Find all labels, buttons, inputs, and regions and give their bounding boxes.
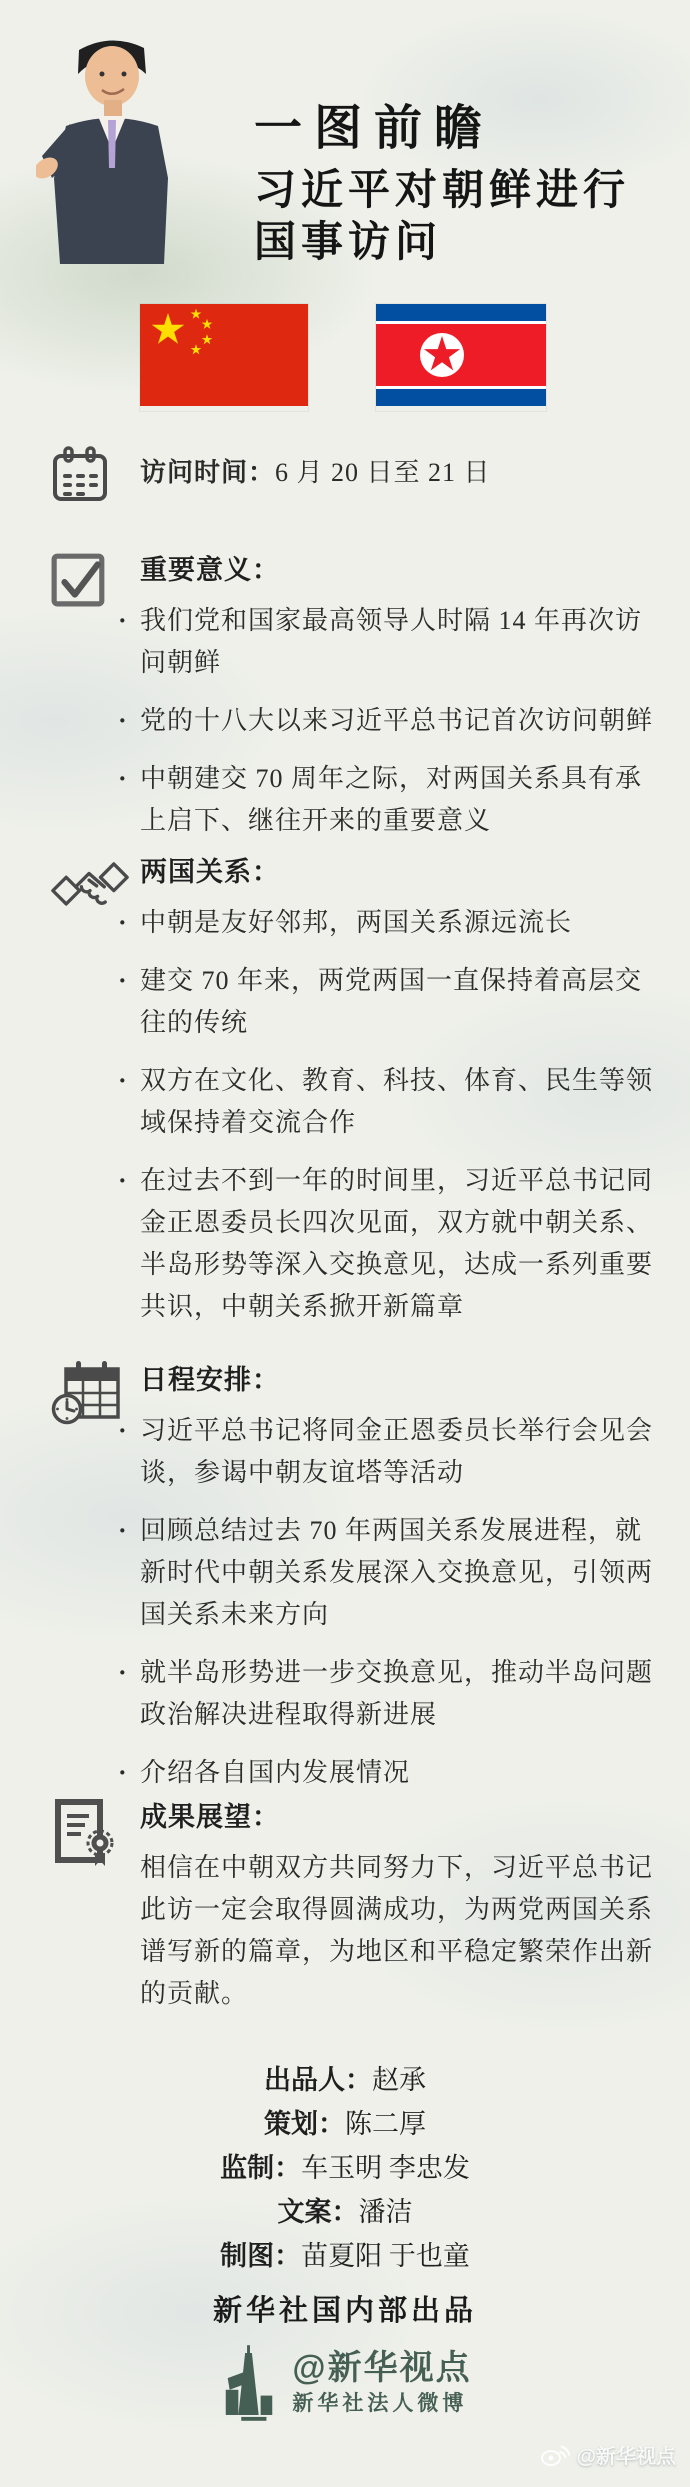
- xinhua-viewpoint-logo: [0, 2344, 690, 2422]
- list-item: · 双方在文化、教育、科技、体育、民生等领域保持着交流合作: [140, 1060, 656, 1144]
- list-item: · 回顾总结过去 70 年两国关系发展进程，就新时代中朝关系发展深入交换意见，引领两国关系未来方向: [140, 1510, 656, 1636]
- section-relations: [50, 850, 656, 1328]
- credit-value: 车玉明 李忠发: [301, 2153, 470, 2183]
- visit-time-value: 6 月 20 日至 21 日: [275, 458, 491, 487]
- outcome-header: 成果展望：: [140, 1802, 280, 1832]
- list-item: · 介绍各自国内发展情况: [140, 1752, 656, 1794]
- xinhua-tower-icon: [218, 2344, 280, 2422]
- credit-value: 潘洁: [358, 2197, 413, 2227]
- credit-row: [0, 2190, 690, 2234]
- calendar-icon: [50, 444, 140, 509]
- china-flag-icon: [140, 304, 308, 411]
- weibo-watermark: [540, 2440, 676, 2469]
- visit-time-label: 访问时间：: [140, 458, 276, 487]
- poster-title: [254, 100, 630, 268]
- credit-value: 赵承: [372, 2065, 426, 2095]
- schedule-list: [140, 1410, 656, 1794]
- watermark-text: @新华视点: [576, 2446, 676, 2468]
- credit-row: [0, 2234, 690, 2278]
- list-item: · 在过去不到一年的时间里，习近平总书记同金正恩委员长四次见面，双方就中朝关系、半岛形势等深入交换意见，达成一系列重要共识，中朝关系掀开新篇章: [140, 1160, 656, 1328]
- title-line-3: 国事访问: [254, 218, 443, 265]
- xi-jinping-photo: [36, 28, 188, 269]
- credit-row: [0, 2058, 690, 2102]
- credit-label: 策划：: [264, 2109, 345, 2139]
- credit-row: [0, 2102, 690, 2146]
- section-significance: [50, 548, 656, 842]
- logo-handle: @新华视点: [292, 2349, 472, 2387]
- list-item: · 建交 70 年来，两党两国一直保持着高层交往的传统: [140, 960, 656, 1044]
- credit-label: 文案：: [277, 2197, 359, 2227]
- credits-block: [0, 2058, 690, 2278]
- title-line-2: 习近平对朝鲜进行: [254, 166, 631, 213]
- relations-header: 两国关系：: [140, 857, 280, 887]
- section-visit-time: [50, 444, 656, 509]
- credit-label: 出品人：: [264, 2065, 372, 2095]
- list-item: · 党的十八大以来习近平总书记首次访问朝鲜: [140, 700, 656, 742]
- relations-list: [140, 902, 656, 1328]
- credit-label: 制图：: [220, 2241, 302, 2271]
- credit-row: [0, 2146, 690, 2190]
- list-item: · 中朝是友好邻邦，两国关系源远流长: [140, 902, 656, 944]
- weibo-icon: [540, 2443, 570, 2467]
- list-item: · 中朝建交 70 周年之际，对两国关系具有承上启下、继往开来的重要意义: [140, 758, 656, 842]
- significance-list: [140, 600, 656, 842]
- credit-label: 监制：: [220, 2153, 302, 2183]
- list-item: · 习近平总书记将同金正恩委员长举行会见会谈，参谒中朝友谊塔等活动: [140, 1410, 656, 1494]
- outcome-paragraph: 相信在中朝双方共同努力下，习近平总书记此访一定会取得圆满成功，为两党两国关系谱写新的篇章，为地区和平稳定繁荣作出新的贡献。: [140, 1853, 654, 2008]
- credit-value: 陈二厚: [345, 2109, 426, 2139]
- section-schedule: [50, 1358, 656, 1794]
- section-outcome: [50, 1795, 656, 2015]
- significance-header: 重要意义：: [140, 555, 280, 585]
- schedule-header: 日程安排：: [140, 1365, 280, 1395]
- list-item: · 我们党和国家最高领导人时隔 14 年再次访问朝鲜: [140, 600, 656, 684]
- logo-subtitle: 新华社法人微博: [292, 2392, 468, 2415]
- document-seal-icon: [50, 1795, 140, 2015]
- produced-by-line: 新华社国内部出品: [212, 2295, 477, 2327]
- title-line-1: 一图前瞻: [254, 102, 495, 155]
- portrait-illustration: [36, 28, 188, 264]
- dprk-flag-icon: [376, 304, 546, 411]
- visit-time-line: [140, 444, 656, 502]
- list-item: · 就半岛形势进一步交换意见，推动半岛问题政治解决进程取得新进展: [140, 1652, 656, 1736]
- credit-value: 苗夏阳 于也童: [301, 2241, 470, 2271]
